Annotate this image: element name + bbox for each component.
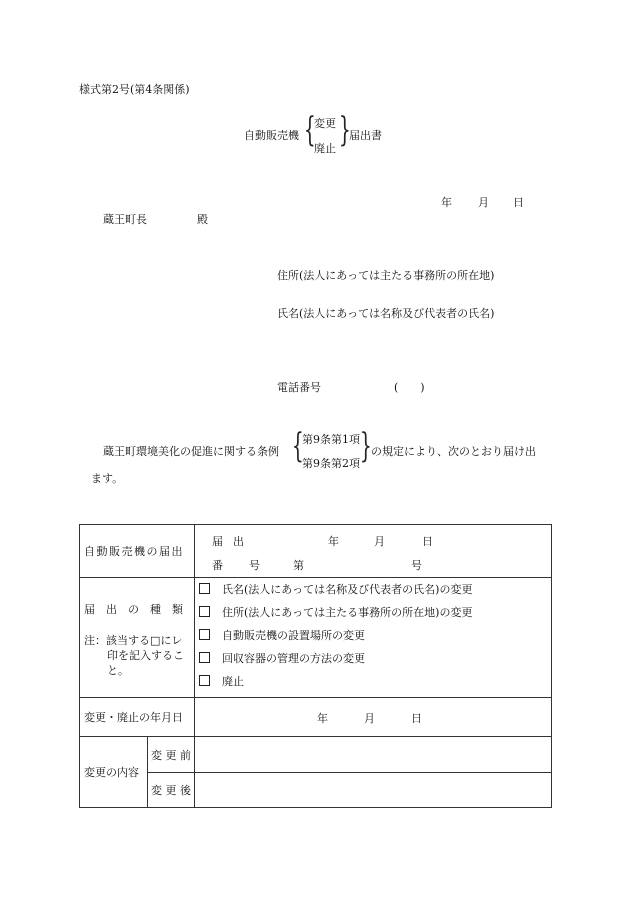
notif-month: 月 — [374, 535, 385, 548]
change-day: 日 — [411, 712, 422, 725]
check-item-abolish[interactable] — [195, 670, 551, 693]
check-label-location: 自動販売機の設置場所の変更 — [222, 629, 365, 642]
statement-option-1: 第9条第1項 — [302, 433, 360, 446]
cell-date-label — [80, 698, 195, 737]
statement-right-brace: } — [359, 426, 372, 466]
applicant-name: 氏名(法人にあっては名称及び代表者の氏名) — [277, 307, 495, 320]
cell-after-value[interactable] — [195, 773, 552, 808]
cell-type-label — [80, 578, 195, 698]
date-year: 年 — [441, 196, 452, 209]
change-year: 年 — [317, 712, 328, 725]
dai-char: 第 — [293, 559, 304, 572]
row-content-after — [80, 773, 552, 808]
notif-day: 日 — [422, 535, 433, 548]
row-notification — [80, 525, 552, 578]
title-prefix: 自動販売機 — [244, 129, 299, 142]
change-content-label: 変更の内容 — [84, 766, 139, 779]
check-label-name: 氏名(法人にあっては名称及び代表者の氏名)の変更 — [222, 583, 473, 596]
check-label-address: 住所(法人にあっては主たる事務所の所在地)の変更 — [222, 606, 473, 619]
check-label-abolish: 廃止 — [222, 675, 244, 688]
title-left-brace: { — [303, 110, 316, 150]
change-month: 月 — [364, 712, 375, 725]
applicant-phone-paren: ( ) — [394, 381, 425, 394]
applicant-address: 住所(法人にあっては主たる事務所の所在地) — [277, 269, 495, 282]
de-char: 出 — [233, 535, 244, 548]
statement-suffix: の規定により、次のとおり届け出 — [371, 445, 536, 458]
cell-type-checks — [195, 578, 552, 698]
row-content-before — [80, 737, 552, 773]
check-item-location[interactable] — [195, 624, 551, 647]
notif-year: 年 — [328, 535, 339, 548]
title-option-change: 変更 — [314, 117, 336, 130]
cell-before-label — [148, 737, 195, 773]
type-note-line2: 印を記入するこ — [107, 649, 184, 662]
cell-before-value[interactable] — [195, 737, 552, 773]
check-item-name[interactable] — [195, 578, 551, 601]
before-label: 変 更 前 — [151, 748, 191, 762]
type-note-line3: と。 — [107, 664, 129, 677]
date-month: 月 — [478, 196, 489, 209]
title-suffix: 届出書 — [349, 129, 382, 142]
row-type — [80, 578, 552, 698]
cell-content-label — [80, 737, 148, 808]
title-right-brace: } — [338, 110, 351, 150]
notification-table — [79, 524, 552, 808]
checkbox-address[interactable] — [199, 606, 210, 617]
cell-notification-label — [80, 525, 195, 578]
checkbox-container[interactable] — [199, 652, 210, 663]
checkbox-abolish[interactable] — [199, 675, 210, 686]
checkbox-name[interactable] — [199, 583, 210, 594]
gou-char-1: 号 — [249, 559, 260, 572]
check-item-container[interactable] — [195, 647, 551, 670]
gou-char-2: 号 — [411, 559, 422, 572]
notification-label: 自動販売機の届出 — [84, 545, 184, 558]
statement-left-brace: { — [291, 426, 304, 466]
todoke-char: 届 — [212, 535, 223, 548]
applicant-phone: 電話番号 — [277, 381, 321, 394]
type-label: 届 出 の 種 類 — [84, 603, 183, 616]
addressee-name: 蔵王町長 — [103, 213, 147, 226]
cell-after-label — [148, 773, 195, 808]
row-date — [80, 698, 552, 737]
cell-date-value[interactable] — [195, 698, 552, 737]
statement-option-2: 第9条第2項 — [302, 457, 360, 470]
checkbox-location[interactable] — [199, 629, 210, 640]
check-item-address[interactable] — [195, 601, 551, 624]
check-label-container: 回収容器の管理の方法の変更 — [222, 652, 365, 665]
date-day: 日 — [513, 196, 524, 209]
type-note-line1: 注：該当する□にレ — [84, 634, 183, 647]
after-label: 変 更 後 — [151, 784, 191, 797]
statement-continuation: ます。 — [91, 472, 124, 485]
ban-char: 番 — [212, 559, 223, 572]
cell-notification-value[interactable] — [195, 525, 552, 578]
title-option-abolish: 廃止 — [314, 142, 336, 155]
statement-prefix: 蔵王町環境美化の促進に関する条例 — [103, 445, 279, 458]
change-date-label: 変更・廃止の年月日 — [84, 711, 183, 724]
form-number: 様式第2号(第4条関係) — [79, 83, 190, 96]
addressee-honorific: 殿 — [197, 213, 208, 226]
